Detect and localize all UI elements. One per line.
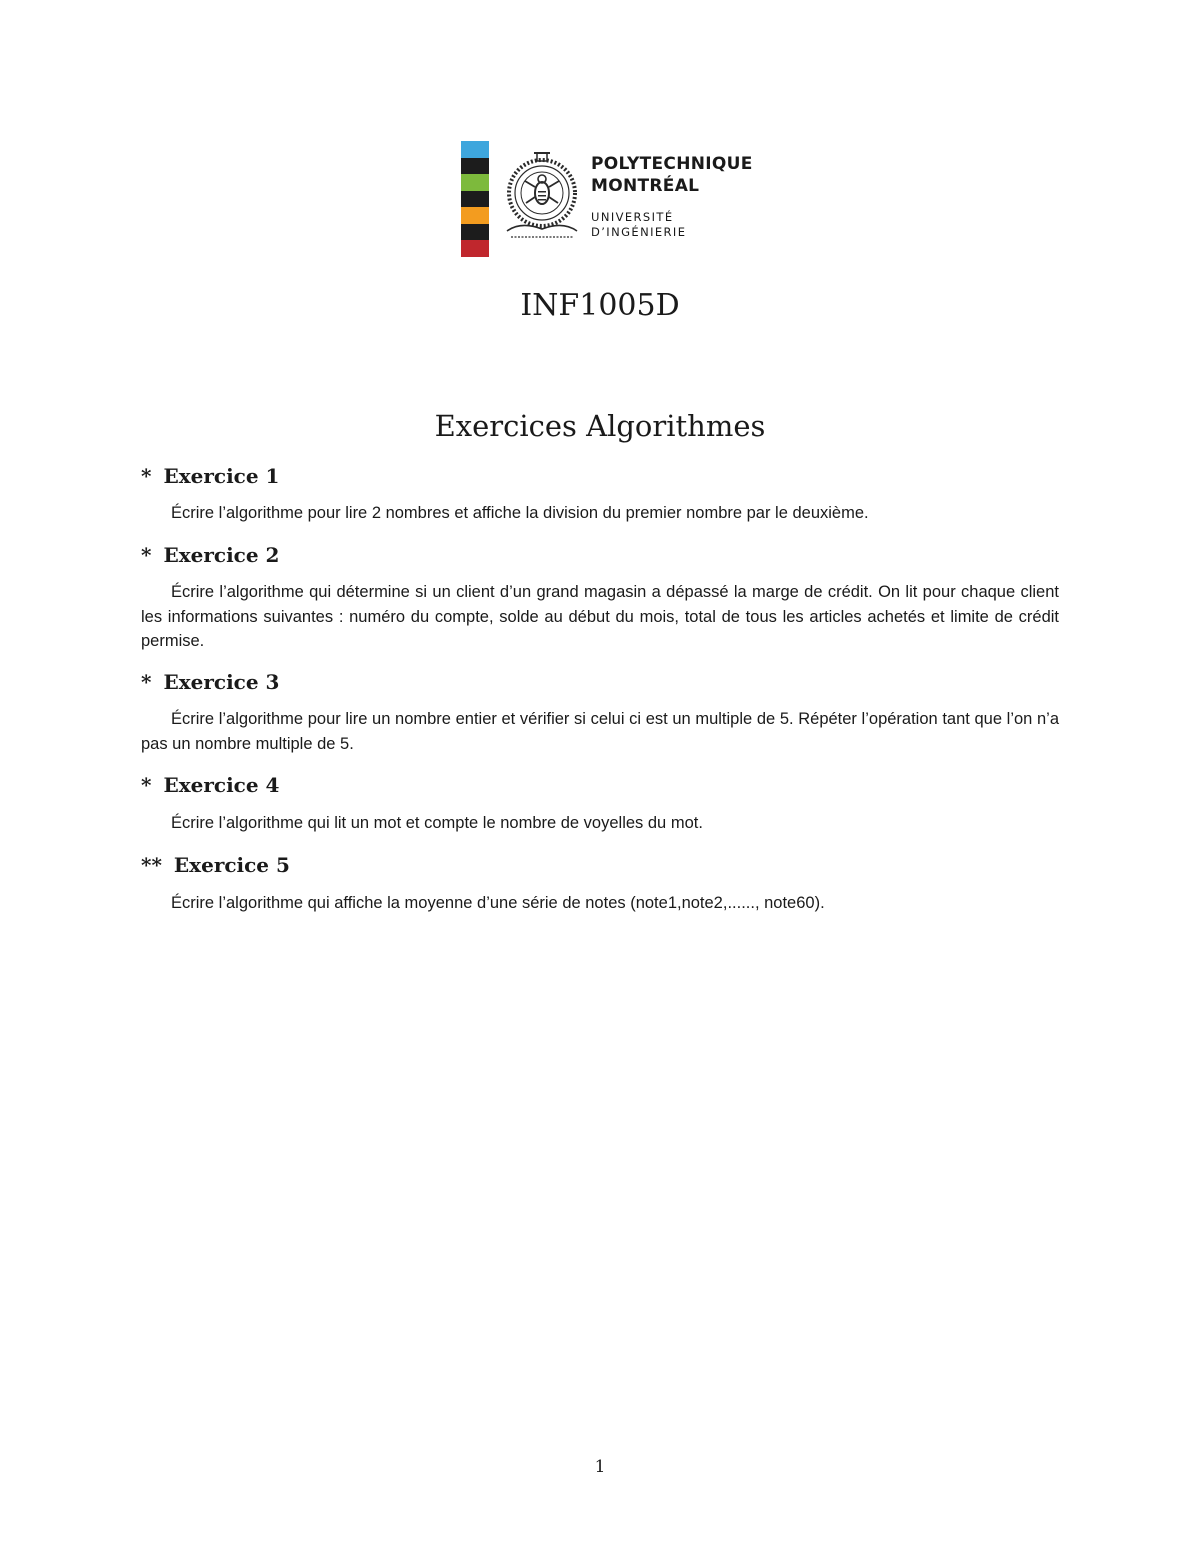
- document-title: Exercices Algorithmes: [434, 409, 766, 443]
- difficulty-stars: *: [141, 670, 152, 694]
- difficulty-stars: *: [141, 543, 152, 567]
- page-number: 1: [594, 1457, 606, 1477]
- logo-stripe-black: [461, 224, 489, 241]
- logo-stripe-orange: [461, 207, 489, 224]
- exercise-heading-label: Exercice 4: [163, 773, 280, 797]
- exercise-5-text: Écrire l’algorithme qui affiche la moyenne d’une série de notes (note1,note2,......, note60).: [171, 894, 825, 912]
- difficulty-stars: **: [141, 853, 162, 877]
- logo-name-line1: POLYTECHNIQUE: [591, 154, 753, 174]
- logo-sub-line1: UNIVERSITÉ: [591, 210, 674, 224]
- university-seal-icon: [501, 151, 583, 245]
- exercise-3-text: Écrire l’algorithme pour lire un nombre entier et vérifier si celui ci est un multiple de 5. Répéter l’opération tant que l’on n’a pas un nombre multiple de 5.: [141, 710, 1059, 753]
- exercise-4-heading: [141, 771, 279, 799]
- exercise-heading-label: Exercice 1: [163, 464, 280, 488]
- logo-stripe-blue: [461, 141, 489, 158]
- exercise-2-heading: [141, 541, 279, 569]
- exercise-heading-label: Exercice 5: [173, 853, 290, 877]
- exercise-1-heading: [141, 462, 279, 490]
- difficulty-stars: *: [141, 464, 152, 488]
- logo-stripe-green: [461, 174, 489, 191]
- logo-stripe-red: [461, 240, 489, 257]
- course-code: INF1005D: [520, 288, 680, 323]
- exercise-2-text: Écrire l’algorithme qui détermine si un client d’un grand magasin a dépassé la marge de crédit. On lit pour chaque client les informations suivantes : numéro du compte, solde au début du mois, total de tous les articles achetés et limite de crédit permise.: [141, 583, 1059, 650]
- exercise-heading-label: Exercice 3: [163, 670, 280, 694]
- logo-stripe-black: [461, 191, 489, 208]
- polytechnique-logo: [461, 141, 751, 257]
- difficulty-stars: *: [141, 773, 152, 797]
- exercise-1-text: Écrire l’algorithme pour lire 2 nombres et affiche la division du premier nombre par le deuxième.: [171, 504, 869, 522]
- exercise-5-heading: [141, 851, 290, 879]
- logo-wordmark: [591, 153, 753, 240]
- exercise-heading-label: Exercice 2: [163, 543, 280, 567]
- exercise-4-text: Écrire l’algorithme qui lit un mot et compte le nombre de voyelles du mot.: [171, 814, 703, 832]
- logo-color-stripes: [461, 141, 489, 257]
- logo-sub-line2: D’INGÉNIERIE: [591, 225, 687, 239]
- logo-name-line2: MONTRÉAL: [591, 176, 700, 196]
- logo-stripe-black: [461, 158, 489, 175]
- exercise-3-heading: [141, 668, 279, 696]
